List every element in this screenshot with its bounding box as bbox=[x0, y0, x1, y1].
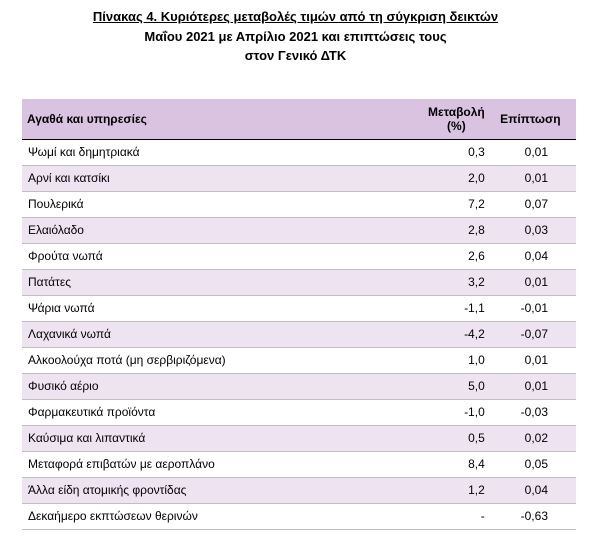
row-change: 2,8 bbox=[468, 223, 485, 237]
table-row bbox=[22, 477, 576, 503]
row-change: 0,5 bbox=[468, 431, 485, 445]
table-row bbox=[22, 269, 576, 295]
row-impact: 0,01 bbox=[524, 353, 548, 367]
header-change-label: Μεταβολή bbox=[428, 104, 485, 119]
table-header-row bbox=[22, 99, 576, 139]
row-impact: 0,01 bbox=[524, 171, 548, 185]
row-item: Άλλα είδη ατομικής φροντίδας bbox=[28, 483, 187, 497]
table-row bbox=[22, 321, 576, 347]
row-change: 2,0 bbox=[468, 171, 485, 185]
row-impact: 0,03 bbox=[524, 223, 548, 237]
row-item: Φρούτα νωπά bbox=[28, 249, 103, 263]
row-impact: -0,07 bbox=[520, 327, 548, 341]
table-row bbox=[22, 399, 576, 425]
row-change: 3,2 bbox=[468, 275, 485, 289]
row-impact: 0,01 bbox=[524, 379, 548, 393]
row-item: Φυσικό αέριο bbox=[28, 379, 99, 393]
row-item: Καύσιμα και λιπαντικά bbox=[28, 431, 146, 445]
row-item: Αλκοολούχα ποτά (μη σερβιριζόμενα) bbox=[28, 353, 226, 367]
row-impact: 0,04 bbox=[524, 483, 548, 497]
table-subtitle-2: στον Γενικό ΔΤΚ bbox=[244, 48, 347, 63]
row-item: Ψάρια νωπά bbox=[28, 301, 95, 315]
row-impact: -0,63 bbox=[520, 509, 548, 523]
table-row bbox=[22, 425, 576, 451]
row-change: 7,2 bbox=[468, 197, 485, 211]
row-item: Πουλερικά bbox=[28, 197, 84, 211]
header-change bbox=[358, 99, 485, 139]
row-item: Πατάτες bbox=[28, 275, 71, 289]
row-change: 1,2 bbox=[468, 483, 485, 497]
table-row bbox=[22, 191, 576, 217]
row-change: -4,2 bbox=[464, 327, 485, 341]
row-impact: 0,05 bbox=[524, 457, 548, 471]
table-row bbox=[22, 217, 576, 243]
header-item: Αγαθά και υπηρεσίες bbox=[22, 99, 358, 139]
table-row bbox=[22, 243, 576, 269]
row-item: Λαχανικά νωπά bbox=[28, 327, 111, 341]
row-impact: 0,02 bbox=[524, 431, 548, 445]
table-row bbox=[22, 373, 576, 399]
row-impact: -0,03 bbox=[520, 405, 548, 419]
table-row bbox=[22, 295, 576, 321]
row-change: -1,1 bbox=[464, 301, 485, 315]
row-item: Δεκαήμερο εκπτώσεων θερινών bbox=[28, 509, 198, 523]
price-changes-table bbox=[22, 99, 576, 530]
header-change-unit: (%) bbox=[447, 118, 466, 133]
table-row bbox=[22, 139, 576, 165]
table-row bbox=[22, 165, 576, 191]
table-row bbox=[22, 503, 576, 529]
row-item: Μεταφορά επιβατών με αεροπλάνο bbox=[28, 457, 215, 471]
table-subtitle: Μαΐου 2021 με Απρίλιο 2021 και επιπτώσεις τους bbox=[144, 29, 447, 44]
row-item: Αρνί και κατσίκι bbox=[28, 171, 110, 185]
row-impact: 0,04 bbox=[524, 249, 548, 263]
row-impact: 0,01 bbox=[524, 275, 548, 289]
row-change: -1,0 bbox=[464, 405, 485, 419]
header-impact: Επίπτωση bbox=[485, 99, 576, 139]
row-impact: -0,01 bbox=[520, 301, 548, 315]
table-title: Πίνακας 4. Κυριότερες μεταβολές τιμών από τη σύγκριση δεικτών bbox=[92, 9, 499, 24]
table-row bbox=[22, 451, 576, 477]
row-item: Ελαιόλαδο bbox=[28, 223, 84, 237]
table-body bbox=[22, 139, 576, 529]
row-change: 5,0 bbox=[468, 379, 485, 393]
row-item: Φαρμακευτικά προϊόντα bbox=[28, 405, 156, 419]
row-change: 2,6 bbox=[468, 249, 485, 263]
row-change: - bbox=[480, 509, 485, 523]
row-impact: 0,07 bbox=[524, 197, 548, 211]
row-item: Ψωμί και δημητριακά bbox=[28, 145, 140, 159]
row-change: 1,0 bbox=[468, 353, 485, 367]
row-change: 8,4 bbox=[468, 457, 485, 471]
row-impact: 0,01 bbox=[524, 145, 548, 159]
table-row bbox=[22, 347, 576, 373]
row-change: 0,3 bbox=[468, 145, 485, 159]
